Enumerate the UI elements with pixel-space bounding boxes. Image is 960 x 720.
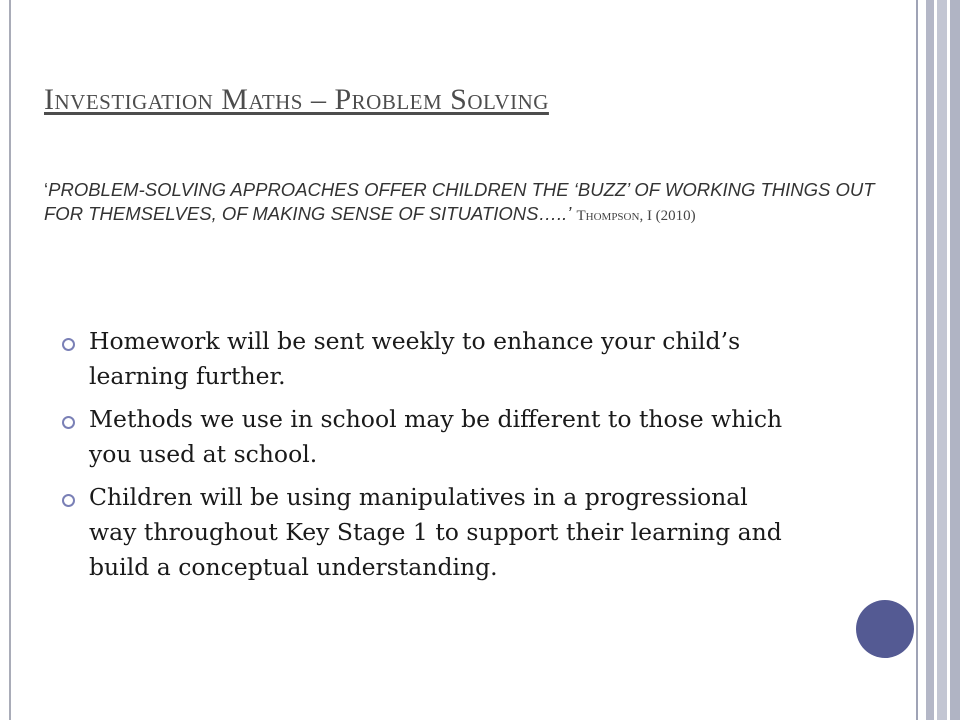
- bullet-circle-icon: [62, 494, 75, 507]
- right-decorative-stripes: [916, 0, 960, 720]
- stripe: [918, 0, 926, 720]
- quote-citation: Thompson, I (2010): [576, 208, 696, 224]
- bullet-item: [60, 324, 800, 394]
- bullet-item: [60, 480, 800, 585]
- bullet-circle-icon: [62, 416, 75, 429]
- bullet-item: [60, 402, 800, 472]
- bullet-text: Children will be using manipulatives in a progressional way throughout Key Stage 1 to support their learning and build a conceptual understanding.: [89, 483, 782, 581]
- bullet-text: Homework will be sent weekly to enhance your child’s learning further.: [89, 327, 741, 390]
- left-frame-line: [9, 0, 11, 720]
- quote-text: PROBLEM-SOLVING APPROACHES OFFER CHILDREN THE ‘BUZZ’ OF WORKING THINGS OUT FOR THEMSELVES, OF MAKING SENSE OF SITUATIONS…..’: [44, 179, 875, 224]
- bullet-text: Methods we use in school may be different to those which you used at school.: [89, 405, 783, 468]
- quote: [44, 178, 884, 228]
- stripe: [937, 0, 947, 720]
- slide-title: Investigation Maths – Problem Solving: [44, 83, 549, 116]
- decorative-circle: [856, 600, 914, 658]
- bullet-list: [60, 324, 800, 593]
- quote-open-mark: ‘: [44, 179, 49, 200]
- stripe: [950, 0, 960, 720]
- stripe: [926, 0, 934, 720]
- bullet-circle-icon: [62, 338, 75, 351]
